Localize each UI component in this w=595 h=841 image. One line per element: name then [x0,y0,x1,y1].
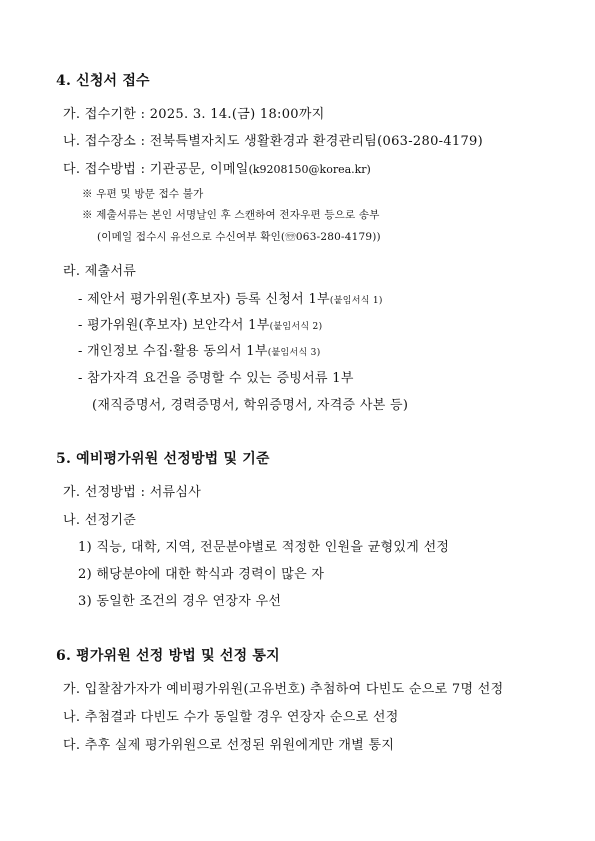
document-item-form: (붙임서식 1) [329,296,383,306]
location-line: 나. 접수장소 : 전북특별자치도 생활환경과 환경관리팀(063-280-4179) [63,134,483,149]
document-item-form: (붙임서식 2) [269,322,323,332]
section-5-heading: 5. 예비평가위원 선정방법 및 기준 [56,451,270,467]
document-item [78,340,321,359]
note-confirm-phone: (이메일 접수시 유선으로 수신여부 확인(☏063-280-4179)) [97,231,381,243]
lottery-line: 가. 입찰참가자가 예비평가위원(고유번호) 추첨하여 다빈도 순으로 7명 선정 [63,682,504,697]
selection-method-line: 가. 선정방법 : 서류심사 [63,485,202,500]
tie-break-line: 나. 추첨결과 다빈도 수가 동일할 경우 연장자 순으로 선정 [63,710,399,725]
documents-heading: 라. 제출서류 [63,264,137,279]
criteria-item: 2) 해당분야에 대한 학식과 경력이 많은 자 [78,567,325,582]
document-item-text: - 개인정보 수집·활용 동의서 1부 [78,344,268,359]
deadline-line: 가. 접수기한 : 2025. 3. 14.(금) 18:00까지 [63,107,325,122]
method-text: 다. 접수방법 : 기관공문, 이메일 [63,162,249,177]
document-item-text: - 평가위원(후보자) 보안각서 1부 [78,318,270,333]
document-item [78,288,383,307]
section-6-heading: 6. 평가위원 선정 방법 및 선정 통지 [56,648,280,664]
notification-line: 다. 추후 실제 평가위원으로 선정된 위원에게만 개별 통지 [63,738,395,753]
email-address: (k9208150@korea.kr) [248,163,371,176]
document-item-text: - 제안서 평가위원(후보자) 등록 신청서 1부 [78,292,330,307]
document-item-text: - 참가자격 요건을 증명할 수 있는 증빙서류 1부 [78,371,354,386]
document-item [78,367,354,386]
document-item [78,314,322,333]
criteria-item: 1) 직능, 대학, 지역, 전문분야별로 적정한 인원을 균형있게 선정 [78,540,450,555]
document-examples: (재직증명서, 경력증명서, 학위증명서, 자격증 사본 등) [92,398,409,413]
selection-criteria-heading: 나. 선정기준 [63,513,137,528]
method-line [63,158,371,177]
section-4-heading: 4. 신청서 접수 [56,73,150,89]
criteria-item: 3) 동일한 조건의 경우 연장자 우선 [78,594,282,609]
note-scan-submit: ※ 제출서류는 본인 서명날인 후 스캔하여 전자우편 등으로 송부 [82,209,380,221]
document-item-form: (붙임서식 3) [267,348,321,358]
note-no-mail: ※ 우편 및 방문 접수 불가 [82,188,204,200]
